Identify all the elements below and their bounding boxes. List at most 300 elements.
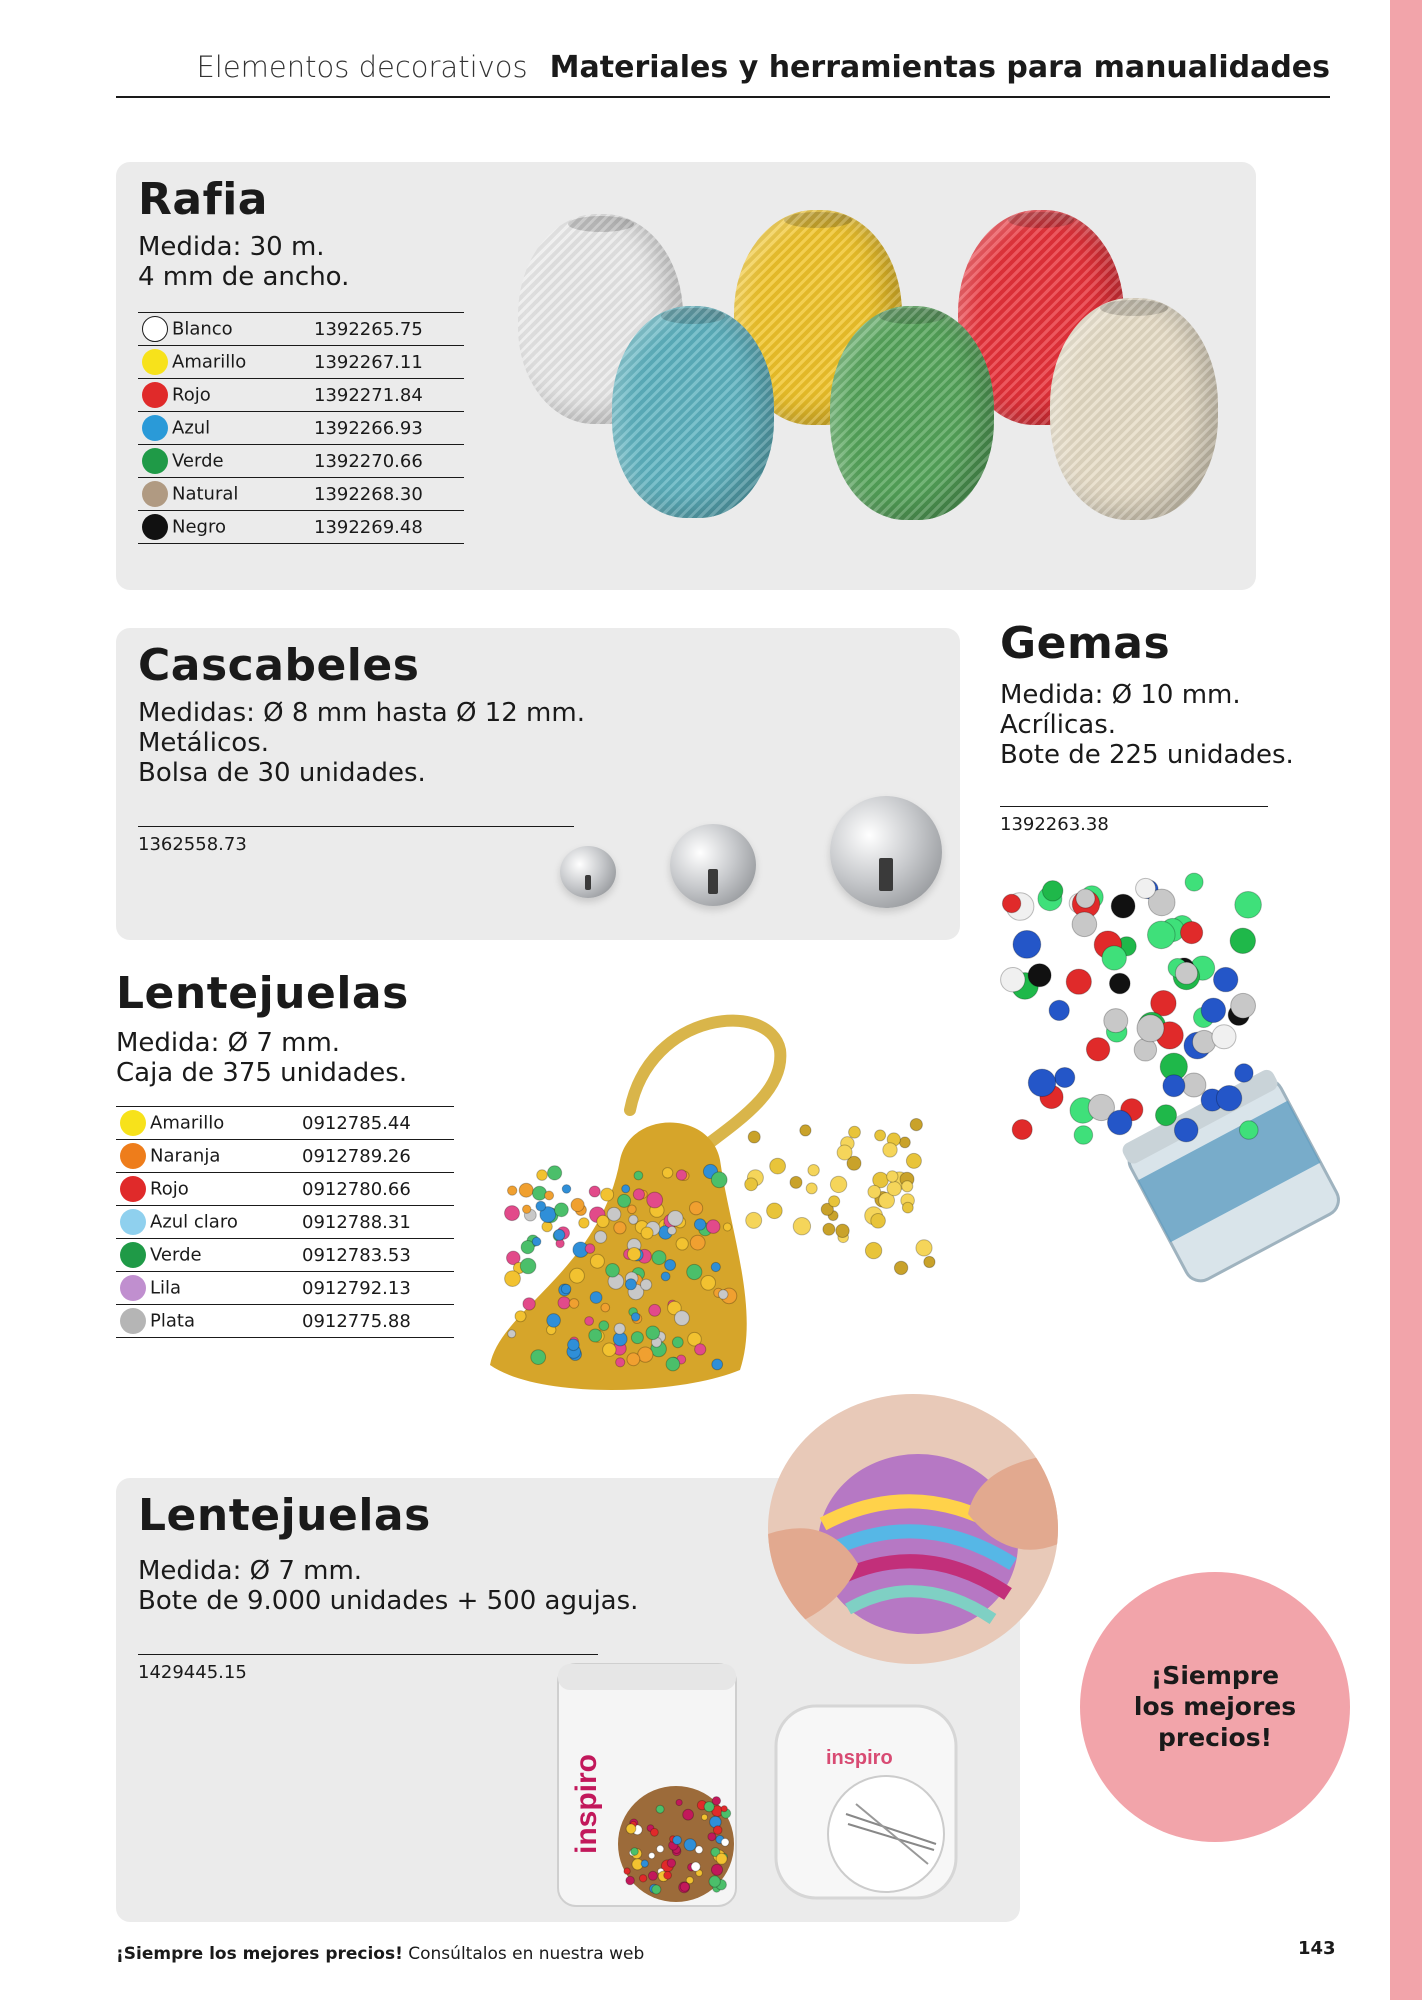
jar-sequin <box>721 1838 729 1846</box>
color-cell <box>138 346 314 379</box>
gem <box>1163 1075 1185 1097</box>
loose-sequin <box>793 1218 810 1235</box>
sequin <box>668 1226 677 1235</box>
color-cell <box>116 1239 302 1272</box>
sequin <box>599 1321 609 1331</box>
color-row <box>116 1140 454 1173</box>
raffia-ball-green <box>830 306 994 520</box>
gem <box>1240 1121 1259 1140</box>
loose-sequin <box>748 1131 760 1143</box>
loose-sequin <box>790 1176 802 1188</box>
gem <box>1235 1064 1253 1082</box>
color-row <box>116 1107 454 1140</box>
sequin <box>625 1279 636 1290</box>
sequin <box>554 1229 565 1240</box>
color-name: Verde <box>172 450 224 472</box>
cascabeles-rule <box>138 826 574 827</box>
jar-sequin <box>626 1824 636 1834</box>
raffia-ball-blue <box>612 306 774 518</box>
sequin <box>548 1166 562 1180</box>
jingle-bell-large <box>830 796 942 908</box>
sequin <box>601 1303 610 1312</box>
section-title: Elementos decorativos <box>196 50 528 84</box>
color-row <box>138 346 464 379</box>
loose-sequin <box>808 1165 819 1176</box>
product-code: 1392265.75 <box>314 313 464 346</box>
color-name: Amarillo <box>172 351 247 373</box>
sequin <box>661 1272 670 1281</box>
sequin <box>618 1194 631 1207</box>
color-name: Lila <box>150 1277 182 1299</box>
color-row <box>138 412 464 445</box>
color-cell <box>138 478 314 511</box>
gem <box>1230 928 1255 953</box>
loose-sequin <box>902 1202 913 1213</box>
promo-line: precios! <box>1157 1723 1273 1752</box>
sequin <box>533 1186 547 1200</box>
product-code: 1392271.84 <box>314 379 464 412</box>
loose-sequin <box>770 1158 786 1174</box>
jar-sequin <box>639 1875 646 1882</box>
loose-sequin <box>887 1182 901 1196</box>
color-swatch <box>120 1143 146 1169</box>
product-code: 1392268.30 <box>314 478 464 511</box>
jar-sequin <box>702 1814 708 1820</box>
loose-sequin <box>883 1143 897 1157</box>
jar-sequin <box>676 1799 682 1805</box>
loose-sequin <box>806 1183 817 1194</box>
loose-sequin <box>836 1224 849 1237</box>
sequin <box>695 1344 706 1355</box>
color-name: Rojo <box>150 1178 189 1200</box>
sequin <box>601 1188 614 1201</box>
sequin <box>508 1186 517 1195</box>
loose-sequin <box>906 1153 921 1168</box>
color-swatch <box>120 1110 146 1136</box>
color-row <box>138 379 464 412</box>
jar-brand-label: inspiro <box>570 1753 603 1854</box>
sequin <box>662 1168 672 1178</box>
color-swatch <box>142 448 168 474</box>
color-swatch <box>142 415 168 441</box>
sequin <box>568 1339 580 1351</box>
gem <box>1212 1025 1236 1049</box>
color-cell <box>116 1173 302 1206</box>
gemas-code: 1392263.38 <box>1000 814 1109 835</box>
lentejuelas-bote-description <box>138 1556 638 1616</box>
sequin <box>675 1311 690 1326</box>
color-name: Verde <box>150 1244 202 1266</box>
sequin <box>652 1251 666 1265</box>
loose-sequin <box>823 1223 835 1235</box>
loose-sequin <box>902 1181 913 1192</box>
color-cell <box>116 1272 302 1305</box>
gem <box>1110 973 1131 994</box>
gem <box>1231 993 1256 1018</box>
gem <box>1137 1015 1164 1042</box>
sequin <box>571 1198 584 1211</box>
gem <box>1201 998 1225 1022</box>
promo-line: los mejores <box>1133 1692 1297 1721</box>
color-row <box>138 478 464 511</box>
sequin-jar-and-pins-image <box>556 1654 976 1916</box>
color-swatch <box>120 1242 146 1268</box>
sequin <box>589 1186 600 1197</box>
promo-badge <box>1080 1572 1350 1842</box>
gem <box>1182 1073 1206 1097</box>
color-cell <box>116 1140 302 1173</box>
color-swatch <box>142 514 168 540</box>
color-swatch <box>120 1209 146 1235</box>
jar-sequin <box>695 1846 703 1854</box>
sequin <box>646 1326 660 1340</box>
sequin <box>631 1313 639 1321</box>
lentejuelas-bote-code: 1429445.15 <box>138 1662 247 1683</box>
color-name: Azul <box>172 417 211 439</box>
lentejuelas-desc-line: Caja de 375 unidades. <box>116 1058 408 1088</box>
color-cell <box>138 313 314 346</box>
sequin <box>537 1170 548 1181</box>
gem <box>1235 892 1262 919</box>
gemas-desc-line: Acrílicas. <box>1000 710 1117 740</box>
color-row <box>138 313 464 346</box>
sequin <box>633 1189 644 1200</box>
lentejuelas-title: Lentejuelas <box>116 968 409 1019</box>
color-name: Amarillo <box>150 1112 225 1134</box>
jar-sequin <box>709 1876 720 1887</box>
gem <box>1028 1069 1055 1096</box>
color-row <box>138 511 464 544</box>
color-name: Negro <box>172 516 226 538</box>
sequin <box>536 1201 546 1211</box>
gem <box>1174 1118 1198 1142</box>
jar-sequin <box>656 1805 664 1813</box>
loose-sequin <box>837 1145 852 1160</box>
page-number: 143 <box>1298 1938 1336 1959</box>
color-name: Azul claro <box>150 1211 238 1233</box>
color-cell <box>138 445 314 478</box>
jar-sequin <box>684 1839 696 1851</box>
product-code: 0912789.26 <box>302 1140 454 1173</box>
loose-sequin <box>746 1212 762 1228</box>
sequin <box>547 1314 561 1328</box>
gem <box>1148 921 1176 949</box>
jar-sequin <box>673 1836 682 1845</box>
product-code: 1392270.66 <box>314 445 464 478</box>
loose-sequin <box>894 1261 907 1274</box>
color-cell <box>116 1107 302 1140</box>
sequin <box>690 1235 705 1250</box>
jar-sequin <box>716 1853 727 1864</box>
jar-sequin <box>649 1853 655 1859</box>
gem <box>1104 1009 1128 1033</box>
sequin-bell-image <box>480 990 960 1410</box>
gem <box>1156 1105 1177 1126</box>
sequin <box>706 1220 720 1234</box>
gem <box>1111 894 1135 918</box>
color-name: Naranja <box>150 1145 221 1167</box>
sequin <box>711 1262 720 1271</box>
sequin <box>508 1330 516 1338</box>
jar-sequin <box>631 1848 639 1856</box>
gem <box>1012 1120 1032 1140</box>
sequin <box>641 1227 653 1239</box>
cascabeles-desc-line: Metálicos. <box>138 728 270 758</box>
gem <box>1185 873 1203 891</box>
jingle-bell-small <box>560 846 616 898</box>
rafia-panel <box>116 162 1256 590</box>
rafia-desc-line: 4 mm de ancho. <box>138 262 350 292</box>
loose-sequin <box>910 1119 922 1131</box>
color-swatch <box>120 1176 146 1202</box>
pin-box-brand-label: inspiro <box>826 1747 893 1769</box>
sequin <box>666 1357 680 1371</box>
cascabeles-title: Cascabeles <box>138 640 420 691</box>
promo-line: ¡Siempre <box>1150 1661 1280 1690</box>
gemas-description <box>1000 680 1294 770</box>
color-row <box>116 1305 454 1338</box>
sequin <box>718 1290 728 1300</box>
sequin <box>701 1276 716 1291</box>
cascabeles-panel <box>116 628 960 940</box>
jar-sequin <box>680 1882 689 1891</box>
sequin <box>585 1244 595 1254</box>
jar-sequin <box>657 1845 664 1852</box>
jar-sequin <box>683 1809 694 1820</box>
sequin <box>690 1202 703 1215</box>
lentejuelas-bote-desc-line: Medida: Ø 7 mm. <box>138 1556 363 1586</box>
gem <box>1175 962 1197 984</box>
sequin <box>570 1268 585 1283</box>
jar-sequin <box>641 1860 648 1867</box>
gem <box>1002 894 1020 912</box>
lentejuelas-bote-rule <box>138 1654 598 1655</box>
rafia-color-table <box>138 312 464 544</box>
loose-sequin <box>871 1214 886 1229</box>
loose-sequin <box>800 1125 811 1136</box>
loose-sequin <box>767 1203 783 1219</box>
color-row <box>116 1239 454 1272</box>
gem <box>1074 1126 1093 1145</box>
color-cell <box>138 412 314 445</box>
sequin <box>641 1279 652 1290</box>
sequin <box>687 1264 702 1279</box>
jar-sequin <box>708 1833 716 1841</box>
color-cell <box>116 1206 302 1239</box>
product-code: 0912783.53 <box>302 1239 454 1272</box>
loose-sequin <box>829 1196 840 1207</box>
gem <box>1043 881 1063 901</box>
color-swatch <box>142 316 168 342</box>
color-swatch <box>142 349 168 375</box>
sequin <box>668 1211 683 1226</box>
product-code: 1392266.93 <box>314 412 464 445</box>
sequin <box>519 1183 533 1197</box>
jar-sequin <box>624 1868 630 1874</box>
sequin <box>711 1172 727 1188</box>
sequin <box>723 1223 731 1231</box>
gem <box>1028 964 1051 987</box>
jar-sequin <box>652 1885 661 1894</box>
gemas-desc-line: Medida: Ø 10 mm. <box>1000 680 1241 710</box>
gem <box>1216 1086 1241 1111</box>
jar-sequin <box>691 1862 700 1871</box>
loose-sequin <box>830 1176 846 1192</box>
gemas-desc-line: Bote de 225 unidades. <box>1000 740 1294 770</box>
rafia-title: Rafia <box>138 174 268 225</box>
jingle-bell-medium <box>670 824 756 906</box>
lentejuelas-description <box>116 1028 407 1088</box>
loose-sequin <box>868 1185 881 1198</box>
loose-sequin <box>865 1242 881 1258</box>
color-row <box>138 445 464 478</box>
sequin <box>614 1222 626 1234</box>
sequin <box>603 1343 616 1356</box>
sequin <box>634 1171 643 1180</box>
sequin <box>622 1185 630 1193</box>
jar-sequin <box>667 1859 675 1867</box>
sequin <box>627 1353 640 1366</box>
jar-sequin <box>713 1826 722 1835</box>
color-row <box>116 1272 454 1305</box>
gems-jar-image <box>990 860 1340 1300</box>
sequin <box>607 1207 621 1221</box>
raffia-ball-natural <box>1050 298 1218 520</box>
product-code: 0912792.13 <box>302 1272 454 1305</box>
color-swatch <box>142 481 168 507</box>
sequin <box>712 1359 723 1370</box>
gemas-title: Gemas <box>1000 618 1171 669</box>
sequin <box>505 1206 520 1221</box>
color-swatch <box>120 1275 146 1301</box>
color-name: Blanco <box>172 318 233 340</box>
sequin <box>614 1323 625 1334</box>
loose-sequin <box>849 1126 861 1138</box>
lentejuelas-color-table <box>116 1106 454 1338</box>
cascabeles-code: 1362558.73 <box>138 834 247 855</box>
lentejuelas-bote-title: Lentejuelas <box>138 1490 431 1541</box>
product-code: 0912785.44 <box>302 1107 454 1140</box>
jar-sequin <box>721 1806 727 1812</box>
sequin <box>579 1218 589 1228</box>
sequin <box>676 1170 686 1180</box>
color-name: Rojo <box>172 384 211 406</box>
sequin <box>505 1271 521 1287</box>
gem <box>1055 1068 1075 1088</box>
jar-sequin <box>651 1828 659 1836</box>
sequin <box>523 1205 531 1213</box>
sequin <box>647 1192 663 1208</box>
color-name: Plata <box>150 1310 195 1332</box>
sequin <box>628 1248 641 1261</box>
side-color-strip <box>1390 0 1422 2000</box>
sequin <box>545 1191 554 1200</box>
cascabeles-description <box>138 698 585 788</box>
loose-sequin <box>745 1178 758 1191</box>
loose-sequin <box>887 1171 898 1182</box>
cascabeles-desc-line: Medidas: Ø 8 mm hasta Ø 12 mm. <box>138 698 585 728</box>
loose-sequin <box>916 1240 932 1256</box>
gem <box>1066 969 1091 994</box>
page-header <box>116 50 1330 98</box>
sequin <box>676 1238 688 1250</box>
gem <box>1049 1000 1069 1020</box>
sequin <box>589 1329 602 1342</box>
sequin <box>561 1284 571 1294</box>
sequin <box>606 1264 620 1278</box>
page-footer <box>116 1944 644 1964</box>
product-code: 0912788.31 <box>302 1206 454 1239</box>
sequin <box>590 1254 604 1268</box>
jar-sequin <box>626 1876 635 1885</box>
jar-sequin <box>664 1871 672 1879</box>
sequin <box>665 1260 676 1271</box>
sequin <box>562 1185 571 1194</box>
color-name: Natural <box>172 483 239 505</box>
sequin <box>515 1311 526 1322</box>
color-cell <box>116 1305 302 1338</box>
sequin <box>628 1205 637 1214</box>
sequin <box>523 1298 535 1310</box>
sequin <box>631 1332 643 1344</box>
gem <box>1214 967 1238 991</box>
sequin <box>555 1203 569 1217</box>
gem <box>1076 889 1095 908</box>
lentejuelas-desc-line: Medida: Ø 7 mm. <box>116 1028 341 1058</box>
sequin <box>590 1292 602 1304</box>
sequin <box>520 1258 536 1274</box>
sequin <box>531 1350 546 1365</box>
color-cell <box>138 511 314 544</box>
product-code: 0912780.66 <box>302 1173 454 1206</box>
chapter-title: Materiales y herramientas para manualidades <box>549 50 1330 85</box>
cascabeles-desc-line: Bolsa de 30 unidades. <box>138 758 426 788</box>
sequin <box>569 1299 579 1309</box>
color-row <box>116 1173 454 1206</box>
loose-sequin <box>924 1256 935 1267</box>
loose-sequin <box>900 1137 911 1148</box>
product-code: 1392269.48 <box>314 511 464 544</box>
sequin <box>616 1358 625 1367</box>
color-swatch <box>120 1308 146 1334</box>
promo-text <box>1080 1660 1350 1753</box>
footer-slogan: ¡Siempre los mejores precios! <box>116 1944 403 1964</box>
gemas-rule <box>1000 806 1268 807</box>
gem <box>1001 968 1025 992</box>
sequin-ball-hands-image <box>768 1394 1058 1664</box>
color-row <box>116 1206 454 1239</box>
sequin <box>558 1297 570 1309</box>
jar-sequin <box>648 1871 657 1880</box>
gem <box>1013 931 1041 959</box>
gem <box>1102 946 1126 970</box>
sequin <box>597 1215 609 1227</box>
jar-sequin <box>711 1864 722 1875</box>
jar-sequin <box>712 1797 720 1805</box>
gem <box>1136 878 1156 898</box>
product-code: 1392267.11 <box>314 346 464 379</box>
color-cell <box>138 379 314 412</box>
sequin <box>585 1317 594 1326</box>
rafia-description <box>138 232 349 292</box>
gem <box>1086 1038 1109 1061</box>
color-swatch <box>142 382 168 408</box>
sequin <box>672 1337 683 1348</box>
lentejuelas-bote-desc-line: Bote de 9.000 unidades + 500 agujas. <box>138 1586 639 1616</box>
sequin <box>532 1237 541 1246</box>
gem <box>1108 1110 1132 1134</box>
sequin <box>595 1231 607 1243</box>
